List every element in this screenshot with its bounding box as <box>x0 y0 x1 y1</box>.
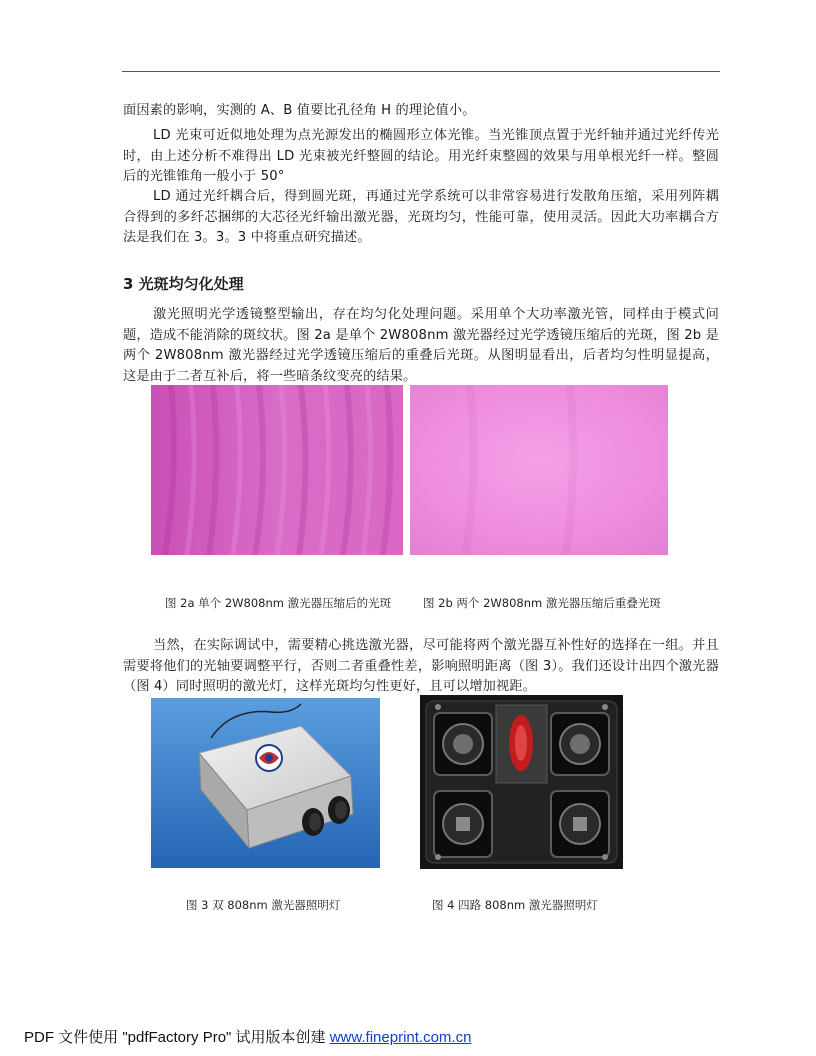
caption-figure-2b: 图 2b 两个 2W808nm 激光器压缩后重叠光斑 <box>423 596 661 610</box>
figure-2a-laser-spot <box>151 385 403 555</box>
paragraph-1: 面因素的影响，实测的 A、B 值要比孔径角 H 的理论值小。 <box>123 103 476 118</box>
paragraph-2: LD 光束可近似地处理为点光源发出的椭圆形立体光锥。当光锥顶点置于光纤轴并通过光纤传光时，由上述分析不难得出 LD 光束被光纤整圆的结论。用光纤束整圆的效果与用单根光纤一样。整圆后的光锥锥角一般小于 50° <box>123 128 719 184</box>
figure-2b-laser-spot <box>410 385 668 555</box>
footer-text: PDF 文件使用 "pdfFactory Pro" 试用版本创建 <box>24 1029 330 1046</box>
caption-figure-4: 图 4 四路 808nm 激光器照明灯 <box>432 898 598 912</box>
header-rule <box>122 71 720 72</box>
section-heading: 3 光斑均匀化处理 <box>123 275 244 293</box>
paragraph-4: 激光照明光学透镜整型输出，存在均匀化处理问题。采用单个大功率激光管，同样由于模式问题，造成不能消除的斑纹状。图 2a 是单个 2W808nm 激光器经过光学透镜压缩后的光斑，图 2b 是两个 2W808nm 激光器经过光学透镜压缩后的重叠后光斑。从图明显看出，后者均匀性明显提高，这是由于二者互补后，将一些暗条纹变亮的结果。 <box>123 307 719 384</box>
paragraph-5: 当然，在实际调试中，需要精心挑选激光器，尽可能将两个激光器互补性好的选择在一组。并且需要将他们的光轴要调整平行，否则二者重叠性差，影响照明距离（图 3）。我们还设计出四个激光器（图 4）同时照明的激光灯，这样光斑均匀性更好，且可以增加视距。 <box>123 638 719 694</box>
caption-figure-2a: 图 2a 单个 2W808nm 激光器压缩后的光斑 <box>165 596 392 610</box>
paragraph-3: LD 通过光纤耦合后，得到圆光斑，再通过光学系统可以非常容易进行发散角压缩，采用列阵耦合得到的多纤芯捆绑的大芯径光纤输出激光器，光斑均匀，性能可靠，使用灵活。因此大功率耦合方法是我们在 3。3。3 中将重点研究描述。 <box>123 189 719 245</box>
footer-link[interactable]: www.fineprint.com.cn <box>329 1029 472 1046</box>
pdf-footer <box>24 1026 471 1047</box>
figure-4-four-laser-lamp-photo <box>420 695 623 869</box>
figure-3-dual-laser-lamp-photo <box>151 698 380 868</box>
caption-figure-3: 图 3 双 808nm 激光器照明灯 <box>186 898 341 912</box>
